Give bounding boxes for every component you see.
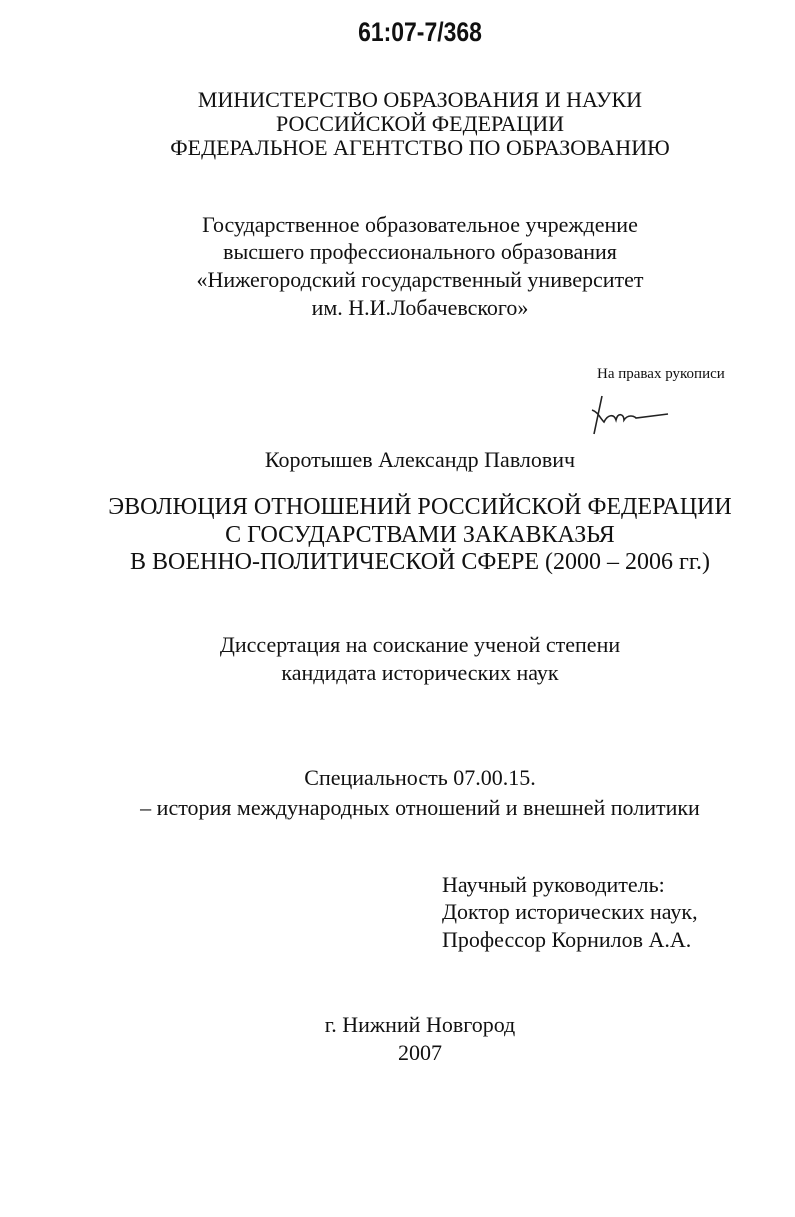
degree-line: Диссертация на соискание ученой степени	[219, 632, 621, 657]
title-line: В ВОЕННО-ПОЛИТИЧЕСКОЙ СФЕРЕ (2000 – 2006 гг.)	[129, 549, 710, 575]
manuscript-mark: На правах рукописи	[597, 366, 725, 382]
ministry-line: РОССИЙСКОЙ ФЕДЕРАЦИИ	[275, 111, 565, 136]
ministry-line: МИНИСТЕРСТВО ОБРАЗОВАНИЯ И НАУКИ	[197, 87, 643, 112]
degree-line: кандидата исторических наук	[281, 660, 559, 685]
specialty-line: – история международных отношений и внешней политики	[140, 795, 700, 820]
catalog-code: 61:07-7/368	[358, 17, 482, 47]
title-line: С ГОСУДАРСТВАМИ ЗАКАВКАЗЬЯ	[225, 522, 615, 548]
year: 2007	[398, 1040, 442, 1065]
specialty-line: Специальность 07.00.15.	[304, 765, 536, 790]
institution-line: «Нижегородский государственный университет	[196, 267, 644, 292]
supervisor-line: Профессор Корнилов А.А.	[442, 927, 692, 952]
author-name: Коротышев Александр Павлович	[264, 447, 576, 472]
city: г. Нижний Новгород	[324, 1012, 516, 1037]
signature	[588, 388, 670, 438]
institution-line: Государственное образовательное учреждение	[202, 212, 638, 237]
institution-line: высшего профессионального образования	[223, 239, 617, 264]
ministry-line: ФЕДЕРАЛЬНОЕ АГЕНТСТВО ПО ОБРАЗОВАНИЮ	[170, 135, 670, 160]
supervisor-line: Доктор исторических наук,	[442, 899, 698, 924]
institution-line: им. Н.И.Лобачевского»	[311, 295, 529, 320]
supervisor-line: Научный руководитель:	[442, 872, 665, 897]
title-line: ЭВОЛЮЦИЯ ОТНОШЕНИЙ РОССИЙСКОЙ ФЕДЕРАЦИИ	[108, 494, 732, 520]
